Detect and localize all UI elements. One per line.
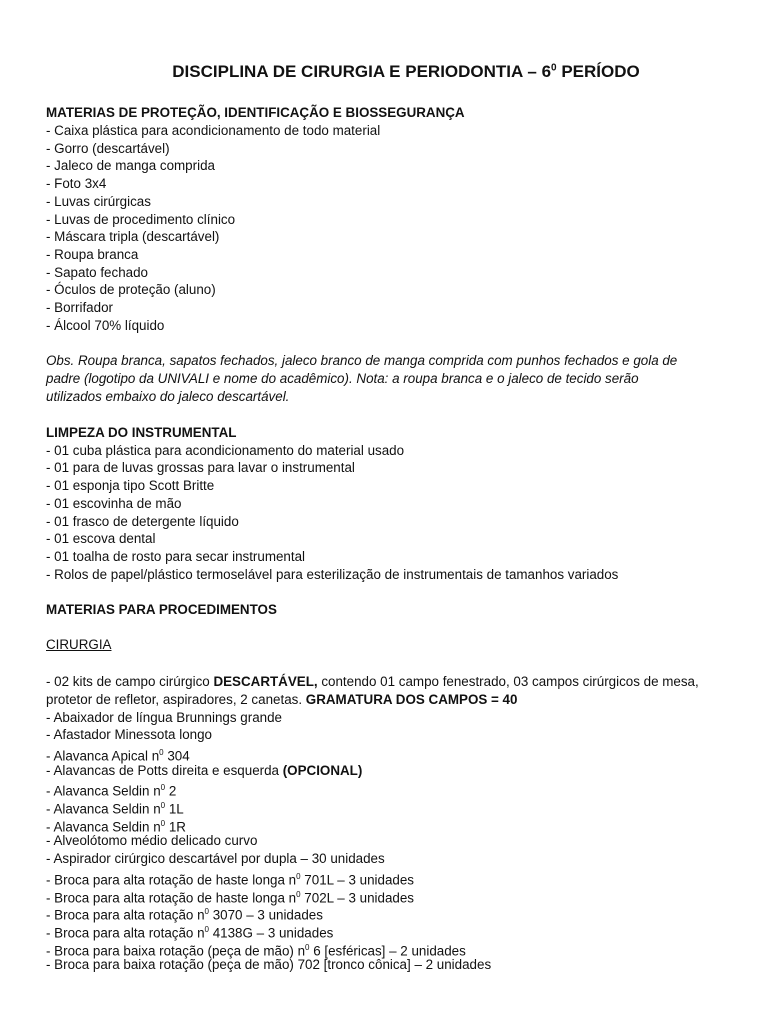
- item-text: 1R: [165, 819, 186, 835]
- section-heading-protection: MATERIAS DE PROTEÇÃO, IDENTIFICAÇÃO E BIOSSEGURANÇA: [46, 105, 465, 120]
- list-item: [46, 709, 282, 727]
- list-item: - 01 escovinha de mão: [46, 495, 182, 511]
- item-text: - Broca para alta rotação de haste longa n: [46, 872, 297, 888]
- obs-note-line: utilizados embaixo do jaleco descartável.: [46, 389, 290, 404]
- list-item: - Máscara tripla (descartável): [46, 229, 220, 245]
- item-text: 6 [esféricas] – 2 unidades: [309, 943, 466, 959]
- item-text: 2: [165, 783, 177, 799]
- list-item: - Óculos de proteção (aluno): [46, 282, 216, 298]
- superscript: 0: [160, 818, 166, 828]
- kit-bold-text: DESCARTÁVEL,: [213, 674, 318, 689]
- list-item: [46, 956, 491, 974]
- item-text: 304: [163, 748, 190, 764]
- list-item: - Roupa branca: [46, 246, 139, 262]
- kit-line: [46, 673, 699, 691]
- item-text: 3070 – 3 unidades: [209, 907, 323, 923]
- list-item: - Borrifador: [46, 300, 113, 315]
- title-superscript: 0: [551, 62, 557, 74]
- list-item: - Jaleco de manga comprida: [46, 158, 215, 174]
- kit-text-end: contendo 01 campo fenestrado, 03 campos cirúrgicos de mesa,: [317, 674, 699, 689]
- superscript: 0: [159, 747, 164, 757]
- list-item: - Álcool 70% líquido: [46, 317, 165, 333]
- superscript: 0: [204, 924, 209, 934]
- superscript: 0: [296, 889, 301, 899]
- kit-bold-text: GRAMATURA DOS CAMPOS = 40: [305, 692, 518, 707]
- item-text: - Alveolótomo médio delicado curvo: [46, 833, 258, 849]
- list-item: - 01 cuba plástica para acondicionamento do material usado: [46, 442, 405, 458]
- list-item: - Caixa plástica para acondicionamento de todo material: [46, 123, 381, 138]
- list-item: - 01 frasco de detergente líquido: [46, 513, 239, 529]
- superscript: 0: [296, 871, 301, 881]
- item-text: 4138G – 3 unidades: [209, 925, 334, 941]
- list-item: - Foto 3x4: [46, 176, 107, 192]
- list-item: - 01 esponja tipo Scott Britte: [46, 478, 215, 494]
- obs-note-line: padre (logotipo da UNIVALI e nome do acadêmico). Nota: a roupa branca e o jaleco de tecido serão: [46, 371, 639, 386]
- list-item: [46, 762, 362, 780]
- item-text: 1L: [165, 801, 184, 817]
- superscript: 0: [204, 907, 209, 917]
- list-item: [46, 850, 385, 868]
- page-title: [46, 62, 766, 82]
- kit-text: - 02 kits de campo cirúrgico: [46, 674, 214, 689]
- section-heading-cleaning: LIMPEZA DO INSTRUMENTAL: [46, 425, 237, 440]
- item-text: - Abaixador de língua Brunnings grande: [46, 709, 282, 725]
- item-text: - Alavancas de Potts direita e esquerda: [46, 762, 283, 778]
- item-text: - Broca para alta rotação de haste longa n: [46, 889, 297, 905]
- section-heading-procedures: MATERIAS PARA PROCEDIMENTOS: [46, 602, 277, 617]
- list-item: - 01 toalha de rosto para secar instrumental: [46, 548, 306, 564]
- item-text: 702L – 3 unidades: [300, 889, 414, 905]
- item-text: - Aspirador cirúrgico descartável por dupla – 30 unidades: [46, 851, 385, 867]
- title-text-end: PERÍODO: [556, 62, 640, 81]
- list-item: - Luvas de procedimento clínico: [46, 211, 236, 227]
- item-text: - Broca para baixa rotação (peça de mão) 702 [tronco cônica] – 2 unidades: [46, 957, 492, 973]
- kit-text: protetor de refletor, aspiradores, 2 canetas.: [46, 692, 306, 707]
- obs-note-line: Obs. Roupa branca, sapatos fechados, jaleco branco de manga comprida com punhos fechados e gola de: [46, 353, 678, 368]
- item-text: - Alavanca Seldin n: [46, 783, 161, 799]
- item-text: 701L – 3 unidades: [300, 872, 414, 888]
- item-text: - Broca para alta rotação n: [46, 907, 205, 923]
- list-item: - 01 para de luvas grossas para lavar o instrumental: [46, 460, 355, 476]
- list-item: [46, 726, 212, 744]
- list-item: - Sapato fechado: [46, 264, 148, 280]
- item-text: - Alavanca Seldin n: [46, 819, 161, 835]
- list-item: - Gorro (descartável): [46, 140, 170, 156]
- superscript: 0: [160, 801, 166, 810]
- item-text: - Broca para alta rotação n: [46, 925, 205, 941]
- item-text: - Broca para baixa rotação (peça de mão) n: [46, 943, 306, 959]
- superscript: 0: [305, 942, 310, 952]
- list-item: - Rolos de papel/plástico termoselável para esterilização de instrumentais de tamanhos variados: [46, 566, 619, 582]
- item-text: - Alavanca Apical n: [46, 748, 160, 764]
- item-text: - Afastador Minessota longo: [46, 727, 212, 743]
- list-item: - Luvas cirúrgicas: [46, 193, 151, 209]
- bold-text: (OPCIONAL): [282, 762, 363, 778]
- list-item: - 01 escova dental: [46, 531, 156, 547]
- title-text: DISCIPLINA DE CIRURGIA E PERIODONTIA – 6: [172, 62, 552, 81]
- list-item: [46, 832, 257, 850]
- superscript: 0: [160, 783, 166, 793]
- item-text: - Alavanca Seldin n: [46, 801, 161, 817]
- subheading-cirurgia: CIRURGIA: [46, 637, 112, 652]
- kit-line: [46, 691, 517, 709]
